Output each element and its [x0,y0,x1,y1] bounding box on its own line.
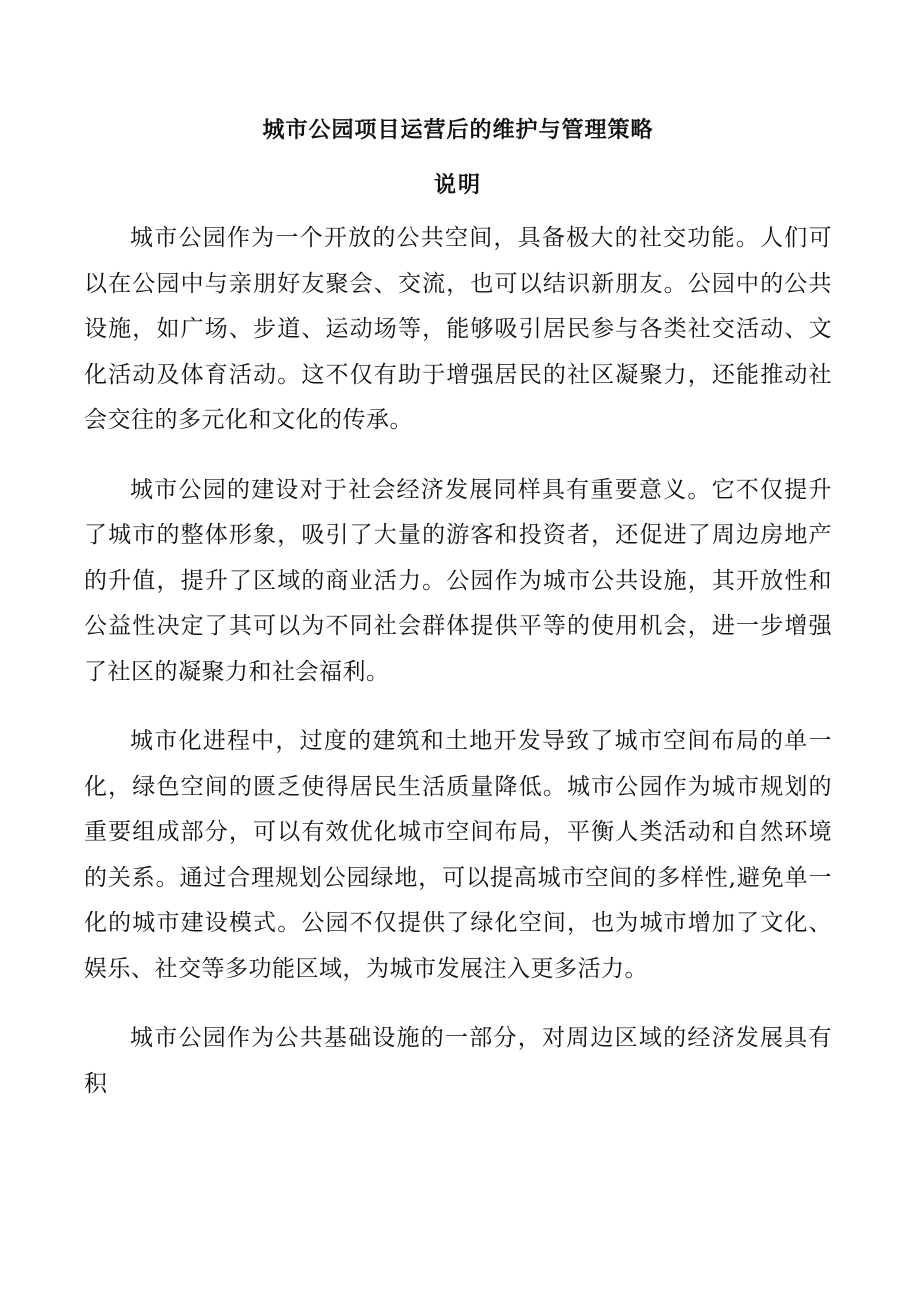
paragraph-spatial-layout: 城市化进程中，过度的建筑和土地开发导致了城市空间布局的单一化，绿色空间的匮乏使得居民生活质量降低。城市公园作为城市规划的重要组成部分，可以有效优化城市空间布局，平衡人类活动和自然环境的关系。通过合理规划公园绿地，可以提高城市空间的多样性,避免单一化的城市建设模式。公园不仅提供了绿化空间，也为城市增加了文化、娱乐、社交等多功能区域，为城市发展注入更多活力。 [84,728,832,982]
paragraph-economic-significance: 城市公园的建设对于社会经济发展同样具有重要意义。它不仅提升了城市的整体形象，吸引了大量的游客和投资者，还促进了周边房地产的升值，提升了区域的商业活力。公园作为城市公共设施，其开放性和公益性决定了其可以为不同社会群体提供平等的使用机会，进一步增强了社区的凝聚力和社会福利。 [84,476,832,685]
document-title: 城市公园项目运营后的维护与管理策略 [262,117,654,143]
paragraph-infrastructure: 城市公园作为公共基础设施的一部分，对周边区域的经济发展具有积 [84,1025,832,1097]
section-heading: 说明 [433,172,482,198]
document-page [84,110,832,1131]
paragraph-social-function: 城市公园作为一个开放的公共空间，具备极大的社交功能。人们可以在公园中与亲朋好友聚会、交流，也可以结识新朋友。公园中的公共设施，如广场、步道、运动场等，能够吸引居民参与各类社交活动、文化活动及体育活动。这不仅有助于增强居民的社区凝聚力，还能推动社会交往的多元化和文化的传承。 [84,225,832,433]
